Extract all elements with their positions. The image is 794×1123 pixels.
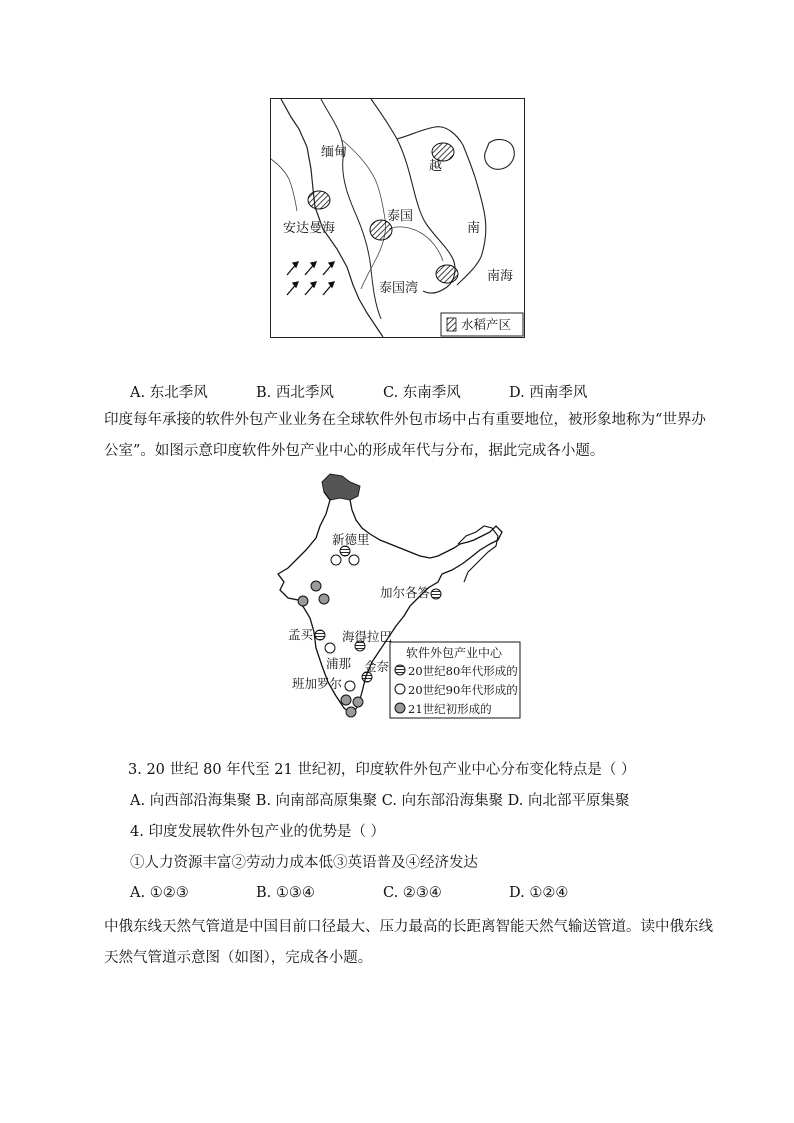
centre-1990s-2 xyxy=(349,555,359,565)
city-label-kolkata: 加尔各答 xyxy=(380,585,431,600)
label-viet: 越 xyxy=(429,159,443,174)
map2-legend-1990s: 20世纪90年代形成的 xyxy=(408,683,518,697)
label-gulf-of-thailand: 泰国湾 xyxy=(379,281,419,296)
label-thailand: 泰国 xyxy=(387,209,414,224)
pipeline-intro-line2: 天然气管道示意图（如图），完成各小题。 xyxy=(104,950,373,966)
wind-arrows xyxy=(287,262,334,295)
city-label-delhi: 新德里 xyxy=(332,532,370,547)
southeast-asia-map xyxy=(270,98,525,338)
q4-stem: 4. 印度发展软件外包产业的优势是（ ） xyxy=(130,824,386,840)
q2-option-d: D. 西南季风 xyxy=(509,385,588,401)
centre-1990s-1 xyxy=(331,555,341,565)
legend-icon-2000s xyxy=(395,703,405,713)
legend-icon-1980s xyxy=(395,665,405,675)
centre-1980s-kolkata xyxy=(431,589,441,599)
q3-options: A. 向西部沿海集聚 B. 向南部高原集聚 C. 向东部沿海集聚 D. 向北部平原集聚 xyxy=(130,793,630,809)
q4-option-b: B. ①③④ xyxy=(256,885,315,901)
centre-2000s-1 xyxy=(311,581,321,591)
label-nan: 南 xyxy=(467,221,481,236)
centre-2000s-5 xyxy=(353,697,363,707)
centre-2000s-4 xyxy=(341,695,351,705)
centre-1990s-pune xyxy=(325,643,335,653)
city-label-chennai: 金奈 xyxy=(364,659,390,674)
city-label-hyderabad: 海得拉巴 xyxy=(342,629,393,644)
city-label-mumbai: 孟买 xyxy=(288,627,314,642)
centre-2000s-2 xyxy=(298,596,308,606)
rice-region-myanmar xyxy=(308,191,330,209)
legend-icon-1990s xyxy=(395,684,405,694)
map2-legend-title: 软件外包产业中心 xyxy=(406,646,503,660)
legend-rice-label: 水稻产区 xyxy=(461,317,512,332)
india-intro-line2: 公室”。如图示意印度软件外包产业中心的形成年代与分布，据此完成各小题。 xyxy=(104,443,605,459)
india-intro-line1: 印度每年承接的软件外包产业业务在全球软件外包市场中占有重要地位，被形象地称为“世界办 xyxy=(104,412,706,428)
q2-option-a: A. 东北季风 xyxy=(130,385,208,401)
label-south-sea: 南海 xyxy=(487,269,514,284)
map2-legend-1980s: 20世纪80年代形成的 xyxy=(408,664,518,678)
map2-legend-2000s: 21世纪初形成的 xyxy=(408,702,492,716)
centre-1990s-bangalore xyxy=(345,681,355,691)
q4-option-c: C. ②③④ xyxy=(383,885,442,901)
q2-option-b: B. 西北季风 xyxy=(256,385,334,401)
q4-factors: ①人力资源丰富②劳动力成本低③英语普及④经济发达 xyxy=(130,855,478,871)
city-label-pune: 浦那 xyxy=(326,656,352,671)
city-label-bangalore: 班加罗尔 xyxy=(292,676,343,691)
q4-option-d: D. ①②④ xyxy=(509,885,569,901)
q2-option-c: C. 东南季风 xyxy=(383,385,461,401)
india-map xyxy=(270,470,522,720)
centre-2000s-3 xyxy=(319,594,329,604)
centre-2000s-6 xyxy=(346,707,356,717)
centre-1980s-mumbai xyxy=(315,630,325,640)
pipeline-intro-line1: 中俄东线天然气管道是中国目前口径最大、压力最高的长距离智能天然气输送管道。读中俄东线 xyxy=(104,919,713,935)
q4-option-a: A. ①②③ xyxy=(130,885,189,901)
label-andaman-sea: 安达曼海 xyxy=(283,221,336,236)
rice-legend-icon xyxy=(447,318,456,331)
q3-stem: 3. 20 世纪 80 年代至 21 世纪初，印度软件外包产业中心分布变化特点是（ ） xyxy=(128,762,636,778)
label-myanmar: 缅甸 xyxy=(321,145,348,160)
rice-region-mekong xyxy=(436,265,458,283)
